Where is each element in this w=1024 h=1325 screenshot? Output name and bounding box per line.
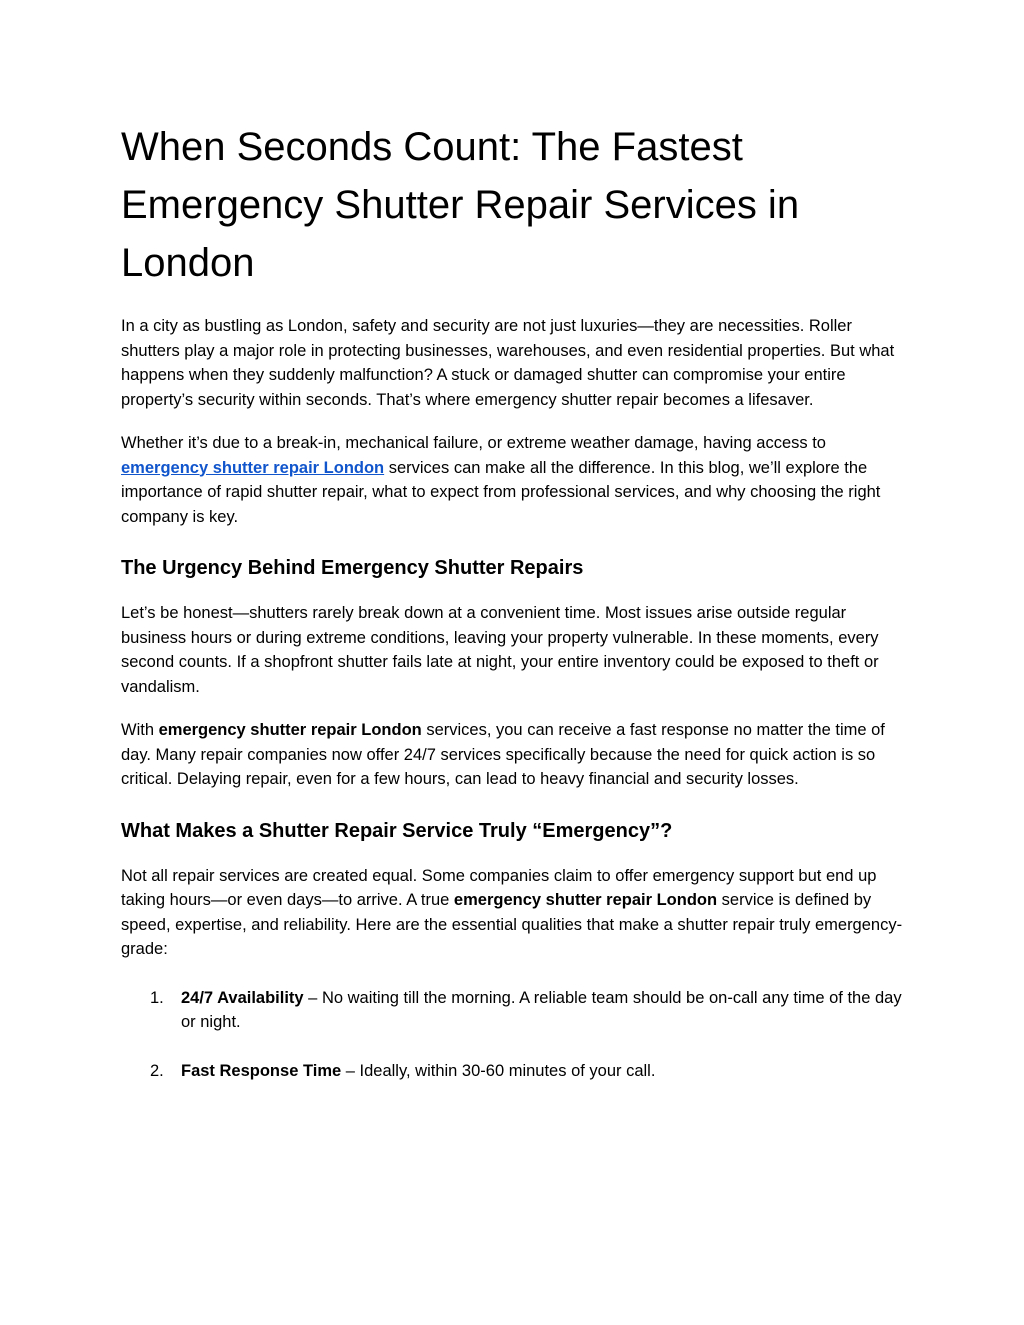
urgency-paragraph-1: Let’s be honest—shutters rarely break down at a convenient time. Most issues arise outside regular business hours or during extreme conditions, leaving your property vulnerable. In these moments, every second counts. If a shopfront shutter fails late at night, your entire inventory could be exposed to theft or vandalism. — [121, 604, 879, 696]
intro-paragraph-2 — [121, 431, 906, 529]
intro-p2-text-before: Whether it’s due to a break-in, mechanical failure, or extreme weather damage, having access to — [121, 434, 826, 452]
list-item-text: – Ideally, within 30-60 minutes of your call. — [341, 1061, 656, 1080]
emergency-paragraph-1 — [121, 864, 906, 962]
list-item — [121, 1059, 906, 1084]
urgency-p2-text-before: With — [121, 721, 159, 739]
section-heading-emergency: What Makes a Shutter Repair Service Truly “Emergency”? — [121, 819, 673, 842]
intro-paragraph-1: In a city as bustling as London, safety and security are not just luxuries—they are necessities. Roller shutters play a major role in protecting businesses, warehouses, and even residential properties. But what happens when they suddenly malfunction? A stuck or damaged shutter can compromise your entire property’s security within seconds. That’s where emergency shutter repair becomes a lifesaver. — [121, 317, 895, 409]
list-item-number: 1. — [150, 988, 164, 1007]
emergency-p1-text-after: service is defined by speed, expertise, and reliability. Here are the essential qualities that make a shutter repair truly emergency-grade: — [121, 891, 903, 958]
list-item-bold: Fast Response Time — [181, 1061, 342, 1080]
document-title: When Seconds Count: The Fastest Emergency Shutter Repair Services in London — [121, 125, 800, 285]
urgency-paragraph-2 — [121, 718, 906, 792]
emergency-repair-link[interactable]: emergency shutter repair London — [121, 458, 385, 477]
list-item-bold: 24/7 Availability — [181, 988, 304, 1007]
list-item — [121, 986, 906, 1035]
emergency-p1-bold: emergency shutter repair London — [453, 891, 718, 909]
section-heading-urgency: The Urgency Behind Emergency Shutter Repairs — [121, 557, 584, 579]
qualities-list — [121, 986, 906, 1084]
urgency-p2-bold: emergency shutter repair London — [158, 721, 422, 739]
intro-p2-text-after: services can make all the difference. In this blog, we’ll explore the importance of rapid shutter repair, what to expect from professional services, and why choosing the right company is key. — [121, 458, 881, 526]
document-page — [121, 118, 906, 1107]
emergency-p1-text-before: Not all repair services are created equal. Some companies claim to offer emergency support but end up taking hours—or even days—to arrive. A true — [121, 866, 877, 909]
urgency-p2-text-after: services, you can receive a fast response no matter the time of day. Many repair companies now offer 24/7 services specifically because the need for quick action is so critical. Delaying repair, even for a few hours, can lead to heavy financial and security losses. — [121, 721, 885, 788]
list-item-number: 2. — [150, 1061, 164, 1080]
list-item-text: – No waiting till the morning. A reliable team should be on-call any time of the day or night. — [181, 988, 902, 1031]
